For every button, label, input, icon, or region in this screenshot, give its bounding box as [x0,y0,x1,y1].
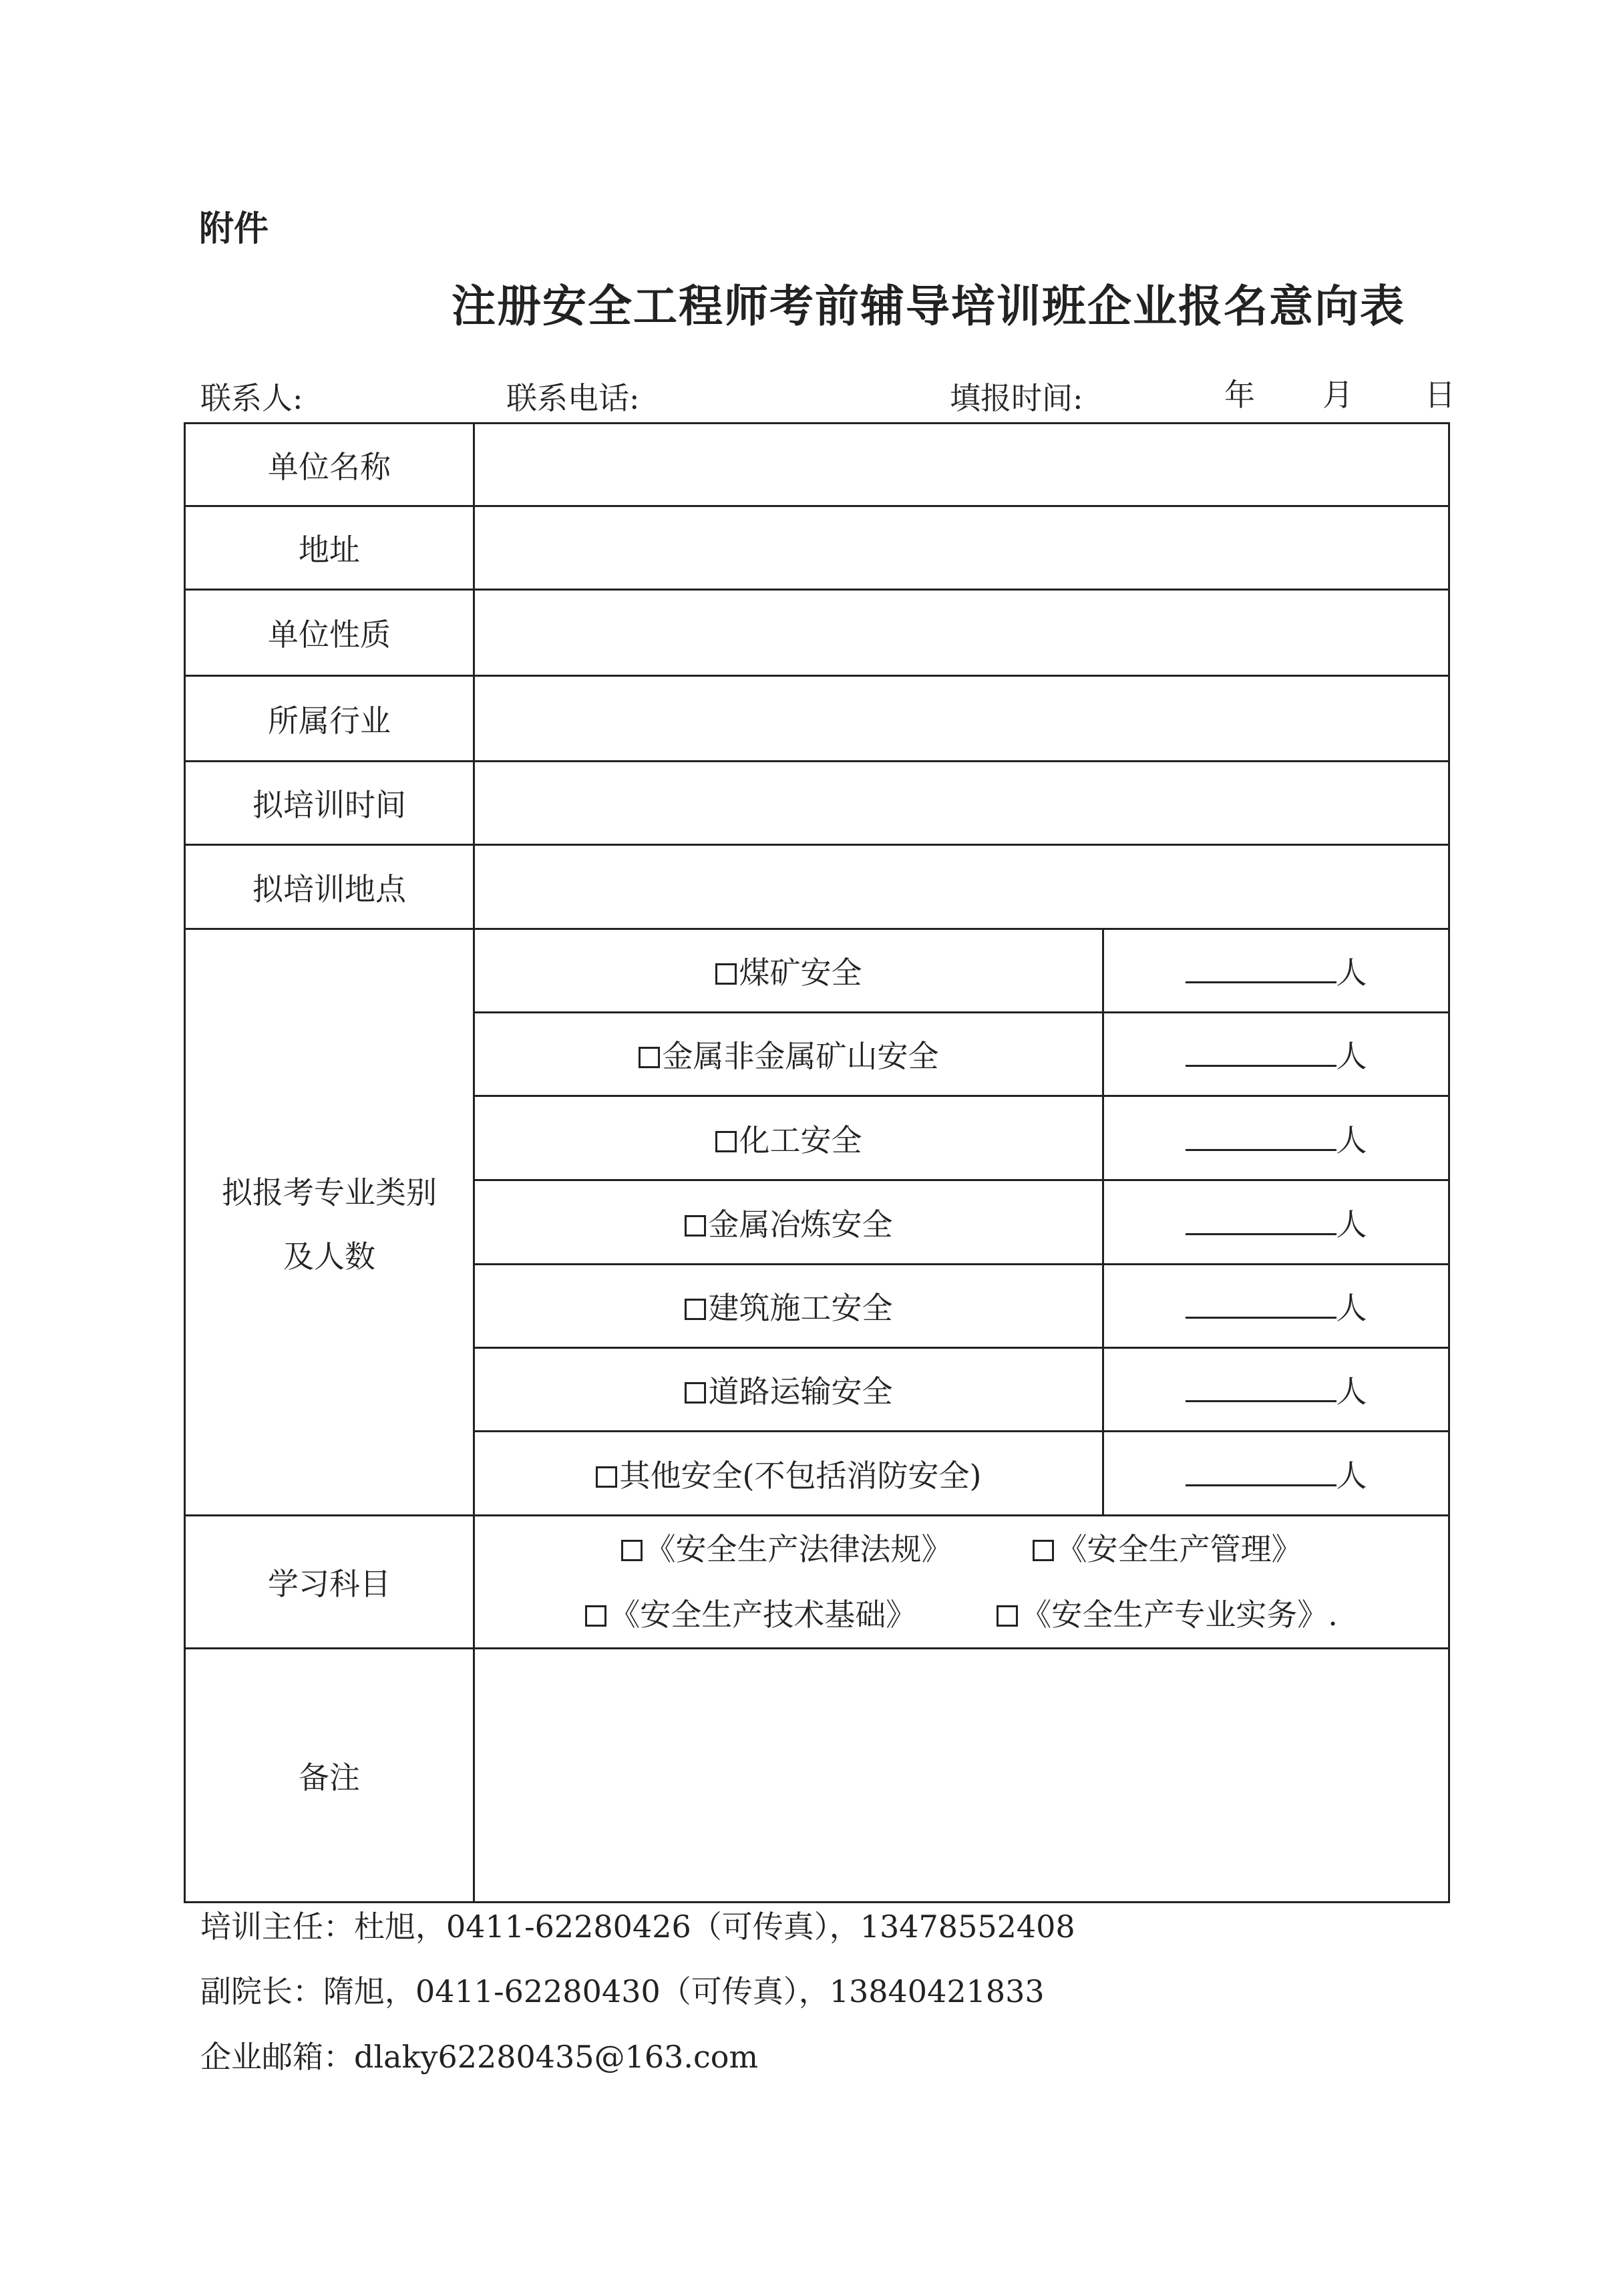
checkbox-icon[interactable] [685,1299,706,1320]
subject-option[interactable]: 《安全生产法律法规》 [621,1516,952,1582]
train-time-field[interactable] [474,762,1449,845]
category-count[interactable]: 人 [1103,1265,1449,1348]
checkbox-icon[interactable] [685,1215,706,1237]
phone-label: 联系电话: [506,380,640,416]
category-option[interactable]: 金属非金属矿山安全 [474,1013,1103,1096]
count-blank[interactable] [1186,1290,1336,1319]
day-label: 日 [1425,377,1455,413]
checkbox-icon[interactable] [596,1466,617,1488]
train-place-field[interactable] [474,845,1449,929]
checkbox-icon[interactable] [585,1605,606,1627]
checkbox-icon[interactable] [715,1131,737,1152]
checkbox-icon[interactable] [685,1382,706,1404]
unit-nature-label: 单位性质 [185,590,474,676]
category-option[interactable]: 建筑施工安全 [474,1265,1103,1348]
train-time-label: 拟培训时间 [185,762,474,845]
count-blank[interactable] [1186,1458,1336,1486]
unit-name-field[interactable] [474,424,1449,506]
subject-option[interactable]: 《安全生产技术基础》 [585,1582,916,1647]
category-count[interactable]: 人 [1103,929,1449,1013]
category-label [185,929,474,1516]
count-blank[interactable] [1186,1373,1336,1402]
category-label-line2: 及人数 [283,1238,375,1275]
checkbox-icon[interactable] [997,1605,1018,1627]
month-label: 月 [1322,377,1353,413]
category-count[interactable]: 人 [1103,1180,1449,1265]
category-option[interactable]: 金属冶炼安全 [474,1180,1103,1265]
industry-field[interactable] [474,676,1449,762]
address-field[interactable] [474,506,1449,590]
subject-option[interactable]: 《安全生产专业实务》. [997,1582,1338,1647]
remarks-field[interactable] [474,1649,1449,1903]
category-count[interactable]: 人 [1103,1013,1449,1096]
address-label: 地址 [185,506,474,590]
date-label: 填报时间: [950,380,1083,416]
category-option[interactable]: 道路运输安全 [474,1348,1103,1432]
form-title: 注册安全工程师考前辅导培训班企业报名意向表 [452,281,1405,332]
registration-form-table [184,422,1450,1903]
subjects-label: 学习科目 [185,1516,474,1649]
checkbox-icon[interactable] [715,963,737,985]
category-count[interactable]: 人 [1103,1348,1449,1432]
footer-line-director: 培训主任：杜旭，0411-62280426（可传真），13478552408 [200,1909,1075,1945]
year-label: 年 [1224,377,1255,413]
count-blank[interactable] [1186,1206,1336,1235]
category-count[interactable]: 人 [1103,1096,1449,1180]
category-option[interactable]: 煤矿安全 [474,929,1103,1013]
checkbox-icon[interactable] [1033,1540,1054,1561]
count-blank[interactable] [1186,955,1336,983]
count-blank[interactable] [1186,1122,1336,1151]
footer-line-email: 企业邮箱：dlaky62280435@163.com [200,2039,759,2075]
category-option[interactable]: 其他安全(不包括消防安全) [474,1432,1103,1516]
category-label-line1: 拟报考专业类别 [222,1174,437,1210]
checkbox-icon[interactable] [639,1047,660,1068]
category-count[interactable]: 人 [1103,1432,1449,1516]
industry-label: 所属行业 [185,676,474,762]
count-blank[interactable] [1186,1038,1336,1067]
subjects-field [474,1516,1449,1649]
footer-line-vice-president: 副院长：隋旭，0411-62280430（可传真），13840421833 [200,1973,1045,2009]
remarks-label: 备注 [185,1649,474,1903]
unit-nature-field[interactable] [474,590,1449,676]
contact-label: 联系人: [200,380,303,416]
category-option[interactable]: 化工安全 [474,1096,1103,1180]
train-place-label: 拟培训地点 [185,845,474,929]
checkbox-icon[interactable] [621,1540,643,1561]
unit-name-label: 单位名称 [185,424,474,506]
subject-option[interactable]: 《安全生产管理》 [1033,1516,1302,1582]
attachment-label: 附件 [199,209,269,249]
